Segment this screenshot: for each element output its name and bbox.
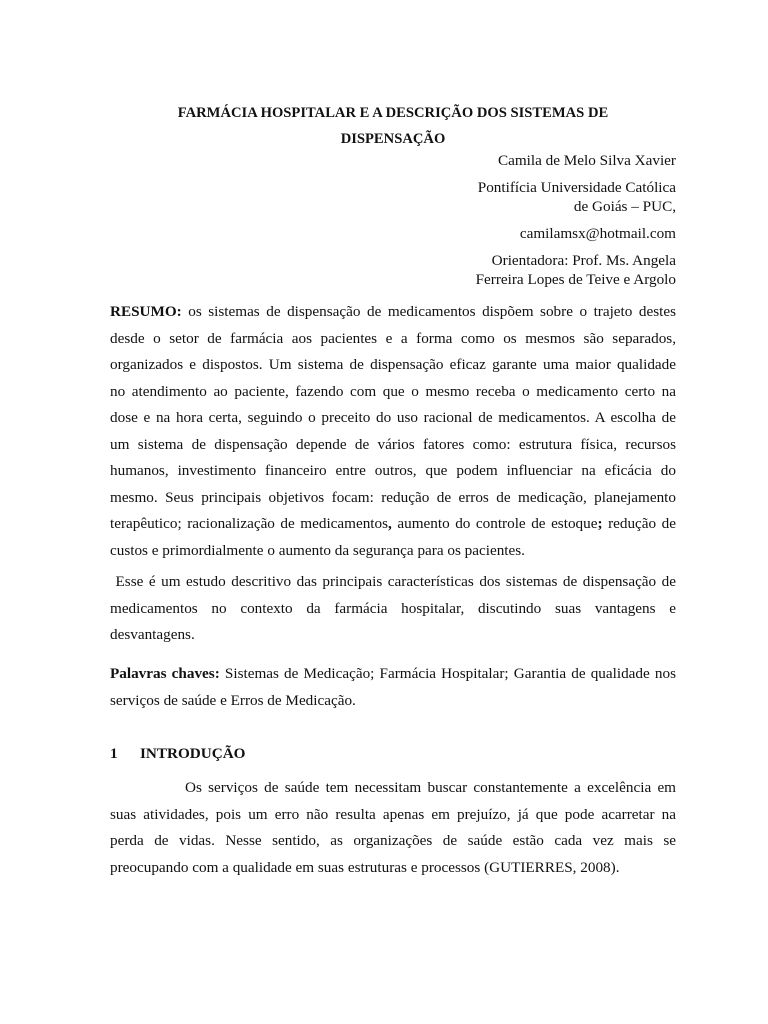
keywords-line xyxy=(110,661,676,688)
section-title: INTRODUÇÃO xyxy=(140,745,246,762)
abstract-line: no atendimento ao paciente, fazendo com que o mesmo receba o medicamento certo na xyxy=(110,382,676,400)
paragraph-line: medicamentos no contexto da farmácia hospitalar, discutindo suas vantagens e xyxy=(110,599,676,617)
abstract-text: os sistemas de dispensação de medicamentos dispõem sobre o trajeto destes xyxy=(181,303,676,320)
introduction-text: Os serviços de saúde tem necessitam buscar constantemente a excelência em xyxy=(185,779,676,796)
abstract-line xyxy=(110,511,676,538)
abstract-line: mesmo. Seus principais objetivos focam: redução de erros de medicação, planejamento xyxy=(110,488,676,506)
advisor-line-2: Ferreira Lopes de Teive e Argolo xyxy=(475,271,676,288)
abstract xyxy=(110,299,676,564)
paragraph-line: Esse é um estudo descritivo das principais características dos sistemas de dispensação de xyxy=(110,573,676,590)
introduction-line: perda de vidas. Nesse sentido, as organizações de saúde estão cada vez mais se xyxy=(110,832,676,849)
abstract-line: organizados e dispostos. Um sistema de dispensação eficaz garante uma maior qualidade xyxy=(110,356,676,373)
author-email: camilamsx@hotmail.com xyxy=(519,225,676,242)
paragraph-line: desvantagens. xyxy=(110,626,195,643)
paper-title-line-2: DISPENSAÇÃO xyxy=(340,131,446,147)
author-name: Camila de Melo Silva Xavier xyxy=(498,152,676,169)
paper-title-line-1: FARMÁCIA HOSPITALAR E A DESCRIÇÃO DOS SISTEMAS DE xyxy=(177,105,609,121)
keywords-line: serviços de saúde e Erros de Medicação. xyxy=(110,691,356,709)
paragraph-2 xyxy=(110,569,676,649)
section-heading-introduction xyxy=(110,743,245,765)
abstract-text: redução de xyxy=(602,515,676,532)
advisor-line-1: Orientadora: Prof. Ms. Angela xyxy=(491,252,676,269)
introduction-line xyxy=(110,775,676,802)
abstract-text-bold: , xyxy=(388,515,392,532)
abstract-line: custos e primordialmente o aumento da segurança para os pacientes. xyxy=(110,541,525,559)
abstract-line: desde o setor de farmácia aos pacientes e a forma como os mesmos são separados, xyxy=(110,329,676,347)
introduction-line: suas atividades, pois um erro não resulta apenas em prejuízo, já que pode acarretar na xyxy=(110,805,676,823)
keywords-label: Palavras chaves: xyxy=(110,665,220,682)
abstract-text: terapêutico; racionalização de medicamentos xyxy=(110,515,389,532)
abstract-line xyxy=(110,299,676,326)
abstract-label: RESUMO: xyxy=(110,303,182,320)
keywords xyxy=(110,661,676,714)
author-affiliation-line-2: de Goiás – PUC, xyxy=(573,198,676,215)
abstract-line: um sistema de dispensação depende de vários fatores como: estrutura física, recursos xyxy=(110,435,676,453)
abstract-line: humanos, investimento financeiro entre outros, que podem influenciar na eficácia do xyxy=(110,462,676,479)
abstract-line: dose e na hora certa, seguindo o preceito do uso racional de medicamentos. A escolha de xyxy=(110,409,676,426)
introduction-line: preocupando com a qualidade em suas estruturas e processos (GUTIERRES, 2008). xyxy=(110,858,620,876)
abstract-text-bold: ; xyxy=(597,515,603,532)
keywords-text: Sistemas de Medicação; Farmácia Hospitalar; Garantia de qualidade nos xyxy=(219,665,676,682)
abstract-text: aumento do controle de estoque xyxy=(391,515,598,532)
introduction-paragraph xyxy=(110,775,676,881)
author-affiliation-line-1: Pontifícia Universidade Católica xyxy=(477,179,676,196)
section-number: 1 xyxy=(110,745,118,762)
